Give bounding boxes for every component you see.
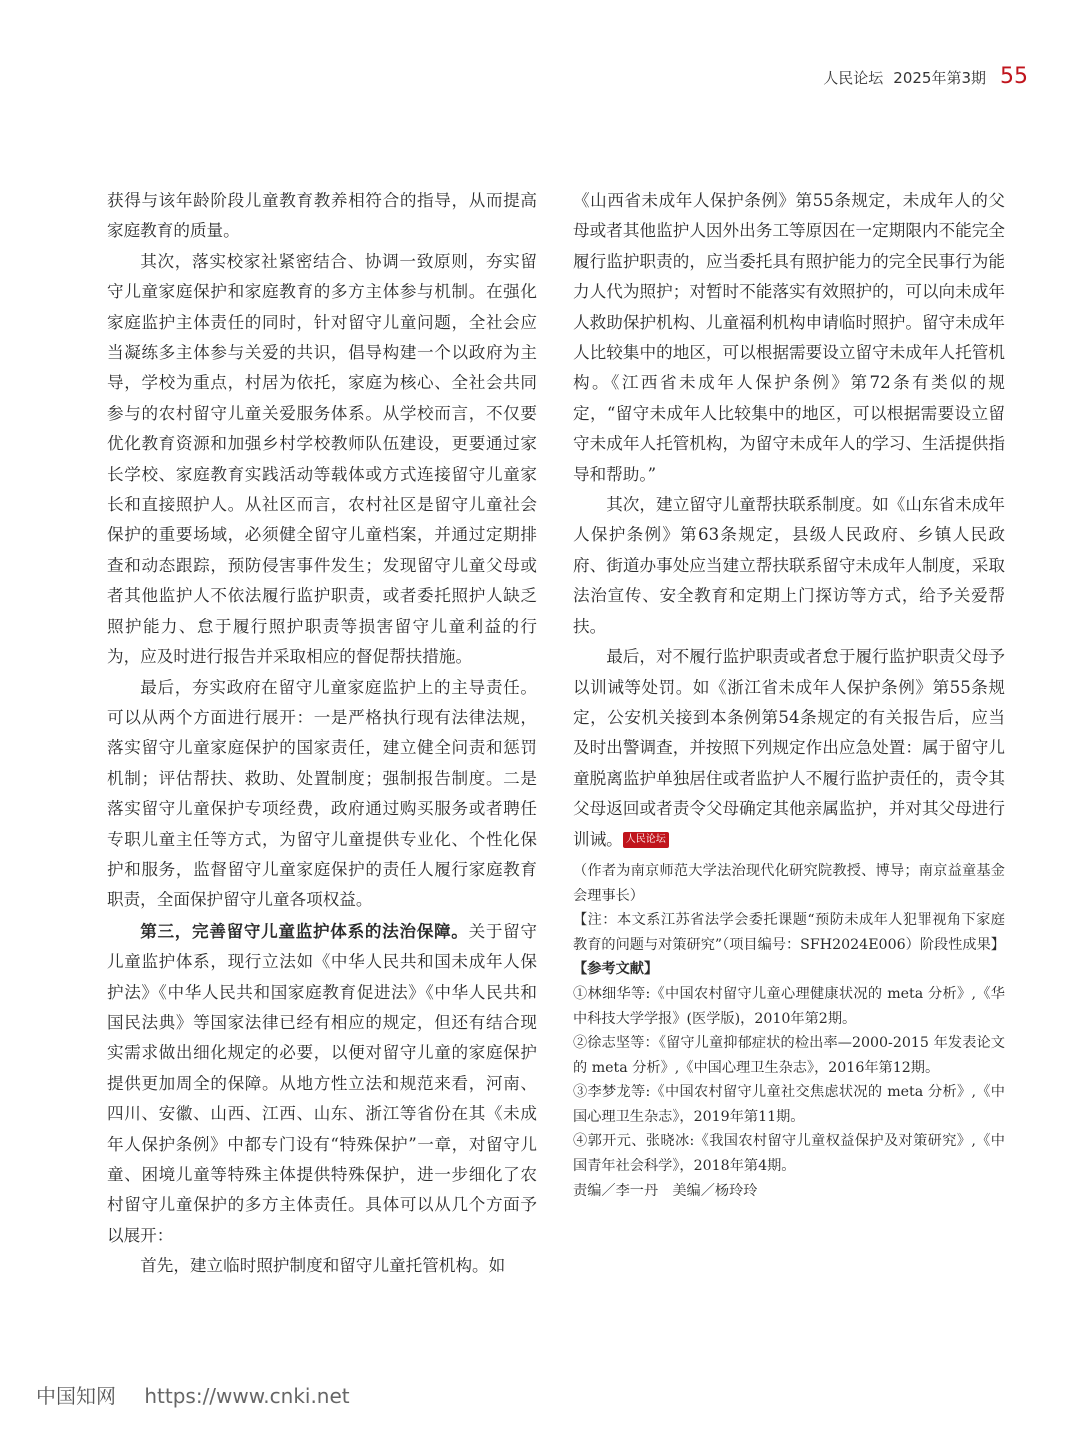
references-heading: 【参考文献】 — [573, 961, 659, 978]
reference-item: ①林细华等:《中国农村留守儿童心理健康状况的 meta 分析》,《华中科技大学学报》(医学版)，2010年第2期。 — [573, 985, 1005, 1027]
reference-item: ③李梦龙等:《中国农村留守儿童社交焦虑状况的 meta 分析》,《中国心理卫生杂志》，2019年第11期。 — [573, 1084, 1005, 1125]
watermark-footer — [36, 1380, 350, 1409]
page-number: 55 — [1000, 64, 1028, 89]
project-note: 【注：本文系江苏省法学会委托课题“预防未成年人犯罪视角下家庭教育的问题与对策研究”（项目编号：SFH2024E006）阶段性成果】 — [573, 912, 1005, 953]
paragraph: 最后，对不履行监护职责或者怠于履行监护职责父母予以训诫等处罚。如《浙江省未成年人保护条例》第55条规定，公安机关接到本条例第54条规定的有关报告后，应当及时出警调查，并按照下列规定作出应急处置：属于留守儿童脱离监护单独居住或者监护人不履行监护责任的，责令其父母返回或者责令父母确定其他亲属监护，并对其父母进行训诫。 人民论坛 — [573, 647, 1005, 849]
cnki-url: https://www.cnki.net — [144, 1384, 350, 1408]
reference-item: ②徐志坚等：《留守儿童抑郁症状的检出率—2000-2015 年发表论文的 meta 分析》,《中国心理卫生杂志》，2016年第12期。 — [573, 1035, 1005, 1076]
publication-stamp: 人民论坛 — [623, 832, 669, 848]
cnki-logo: 中国知网 — [36, 1384, 116, 1408]
paragraph: 其次，落实校家社紧密结合、协调一致原则，夯实留守儿童家庭保护和家庭教育的多方主体参与机制。在强化家庭监护主体责任的同时，针对留守儿童问题，全社会应当凝练多主体参与关爱的共识，倡导构建一个以政府为主导，学校为重点，村居为依托，家庭为核心、全社会共同参与的农村留守儿童关爱服务体系。从学校而言，不仅要优化教育资源和加强乡村学校教师队伍建设，更要通过家长学校、家庭教育实践活动等载体或方式连接留守儿童家长和直接照护人。从社区而言，农村社区是留守儿童社会保护的重要场域，必须健全留守儿童档案，并通过定期排查和动态跟踪，预防侵害事件发生；发现留守儿童父母或者其他监护人不依法履行监护职责，或者委托照护人缺乏照护能力、怠于履行照护职责等损害留守儿童利益的行为，应及时进行报告并采取相应的督促帮扶措施。 — [107, 251, 537, 667]
paragraph: 其次，建立留守儿童帮扶联系制度。如《山东省未成年人保护条例》第63条规定，县级人民政府、乡镇人民政府、街道办事处应当建立帮扶联系留守未成年人制度，采取法治宣传、安全教育和定期上门探访等方式，给予关爱帮扶。 — [573, 495, 1005, 636]
notes-block — [573, 859, 1005, 1203]
editors-credit: 责编／李一丹 美编／杨玲玲 — [573, 1182, 758, 1199]
paragraph: 最后，夯实政府在留守儿童家庭监护上的主导责任。可以从两个方面进行展开：一是严格执行现有法律法规，落实留守儿童家庭保护的国家责任，建立健全问责和惩罚机制；评估帮扶、救助、处置制度；强制报告制度。二是落实留守儿童保护专项经费，政府通过购买服务或者聘任专职儿童主任等方式，为留守儿童提供专业化、个性化保护和服务，监督留守儿童家庭保护的责任人履行家庭教育职责，全面保护留守儿童各项权益。 — [107, 677, 537, 910]
paragraph: 《山西省未成年人保护条例》第55条规定，未成年人的父母或者其他监护人因外出务工等原因在一定期限内不能完全履行监护职责的，应当委托具有照护能力的完全民事行为能力人代为照护；对暂时不能落实有效照护的，可以向未成年人救助保护机构、儿童福利机构申请临时照护。留守未成年人比较集中的地区，可以根据需要设立留守未成年人托管机构。《江西省未成年人保护条例》第72条有类似的规定，“留守未成年人比较集中的地区，可以根据需要设立留守未成年人托管机构，为留守未成年人的学习、生活提供指导和帮助。” — [573, 191, 1005, 484]
paragraph: 首先，建立临时照护制度和留守儿童托管机构。如 — [140, 1256, 506, 1276]
left-column — [107, 186, 537, 1282]
author-note: （作者为南京师范大学法治现代化研究院教授、博导；南京益童基金会理事长） — [573, 862, 1005, 904]
issue-label: 2025年第3期 — [893, 69, 986, 87]
reference-item: ④郭开元、张晓冰:《我国农村留守儿童权益保护及对策研究》,《中国青年社会科学》，2018年第4期。 — [573, 1133, 1005, 1175]
paragraph: 获得与该年龄阶段儿童教育教养相符合的指导，从而提高家庭教育的质量。 — [107, 191, 537, 241]
page-header — [823, 64, 1028, 89]
publication-name: 人民论坛 — [823, 69, 884, 87]
section-heading: 第三，完善留守儿童监护体系的法治保障。 — [140, 920, 469, 941]
right-column — [573, 186, 1005, 1203]
paragraph: 第三，完善留守儿童监护体系的法治保障。关于留守儿童监护体系，现行立法如《中华人民共和国未成年人保护法》《中华人民共和国家庭教育促进法》《中华人民共和国民法典》等国家法律已经有相应的规定，但还有结合现实需求做出细化规定的必要，以便对留守儿童的家庭保护提供更加周全的保障。从地方性立法和规范来看，河南、四川、安徽、山西、江西、山东、浙江等省份在其《未成年人保护条例》中都专门设有“特殊保护”一章，对留守儿童、困境儿童等特殊主体提供特殊保护，进一步细化了农村留守儿童保护的多方主体责任。具体可以从几个方面予以展开： — [107, 920, 538, 1245]
